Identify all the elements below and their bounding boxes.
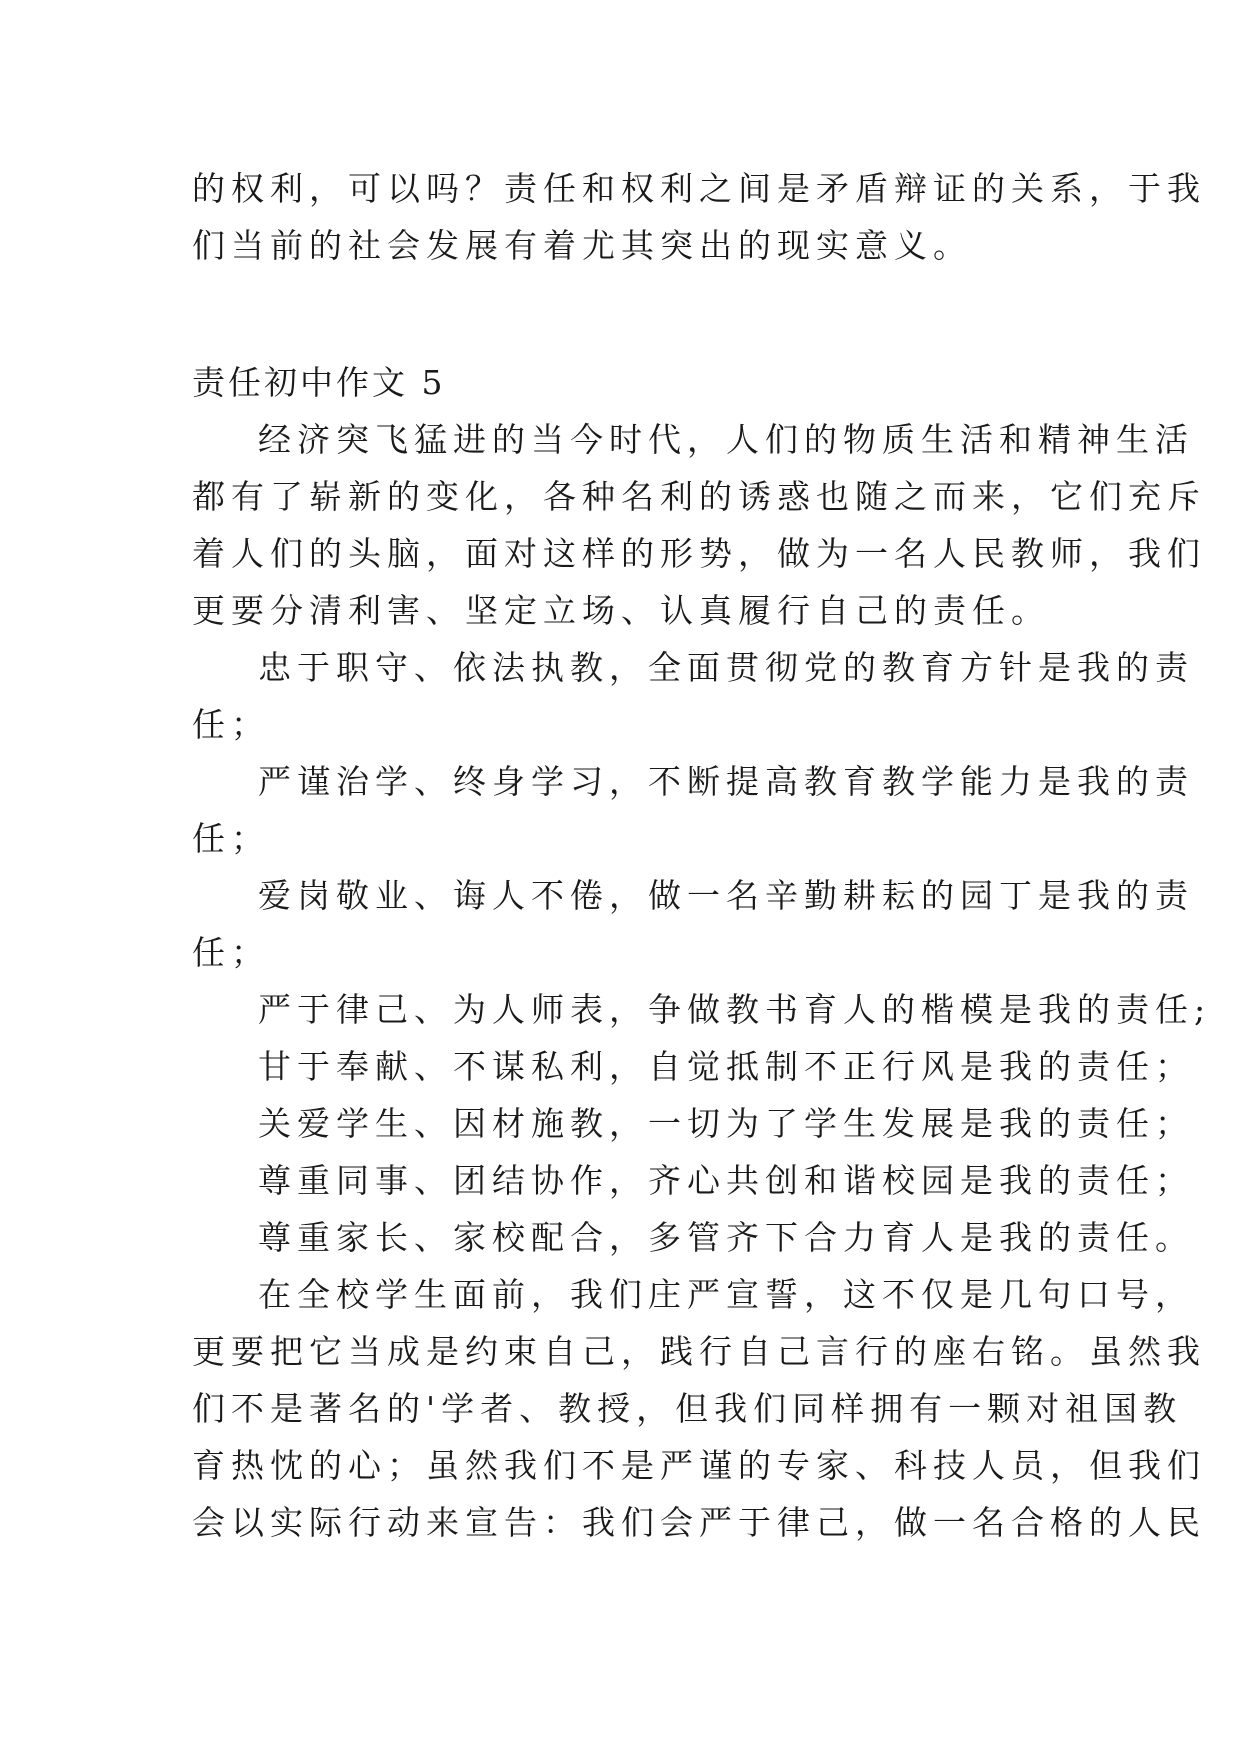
text-line: 更要分清利害、坚定立场、认真履行自己的责任。 xyxy=(192,591,1050,630)
text-line: 会以实际行动来宣告：我们会严于律己，做一名合格的人民 xyxy=(192,1503,1206,1542)
text-line: 着人们的头脑，面对这样的形势，做为一名人民教师，我们 xyxy=(192,534,1206,573)
paragraph-gap xyxy=(192,274,1052,354)
text-line: 都有了崭新的变化，各种名利的诱惑也随之而来，它们充斥 xyxy=(192,477,1206,516)
text-line: 爱岗敬业、诲人不倦，做一名辛勤耕耘的园丁是我的责 xyxy=(258,876,1194,915)
text-line: 们不是著名的'学者、教授，但我们同样拥有一颗对祖国教 xyxy=(192,1389,1183,1428)
text-line: 尊重家长、家校配合，多管齐下合力育人是我的责任。 xyxy=(258,1218,1194,1257)
text-line: 尊重同事、团结协作，齐心共创和谐校园是我的责任； xyxy=(258,1161,1194,1200)
text-line: 关爱学生、因材施教，一切为了学生发展是我的责任； xyxy=(258,1104,1194,1143)
document-body xyxy=(192,160,1212,1551)
text-line: 任； xyxy=(192,819,270,858)
text-line: 育热忱的心；虽然我们不是严谨的专家、科技人员，但我们 xyxy=(192,1446,1206,1485)
text-line: 的权利，可以吗？责任和权利之间是矛盾辩证的关系，于我 xyxy=(192,169,1206,208)
text-line: 在全校学生面前，我们庄严宣誓，这不仅是几句口号， xyxy=(258,1275,1194,1314)
text-line: 经济突飞猛进的当今时代，人们的物质生活和精神生活 xyxy=(258,420,1194,459)
section-title: 责任初中作文 5 xyxy=(192,363,446,402)
text-line: 忠于职守、依法执教，全面贯彻党的教育方针是我的责 xyxy=(258,648,1194,687)
text-line: 更要把它当成是约束自己，践行自己言行的座右铭。虽然我 xyxy=(192,1332,1206,1371)
text-line: 们当前的社会发展有着尤其突出的现实意义。 xyxy=(192,226,972,265)
text-line: 严于律己、为人师表，争做教书育人的楷模是我的责任; xyxy=(258,990,1212,1029)
text-line: 甘于奉献、不谋私利，自觉抵制不正行风是我的责任； xyxy=(258,1047,1194,1086)
text-line: 任； xyxy=(192,933,270,972)
text-line: 严谨治学、终身学习，不断提高教育教学能力是我的责 xyxy=(258,762,1194,801)
text-line: 任； xyxy=(192,705,270,744)
